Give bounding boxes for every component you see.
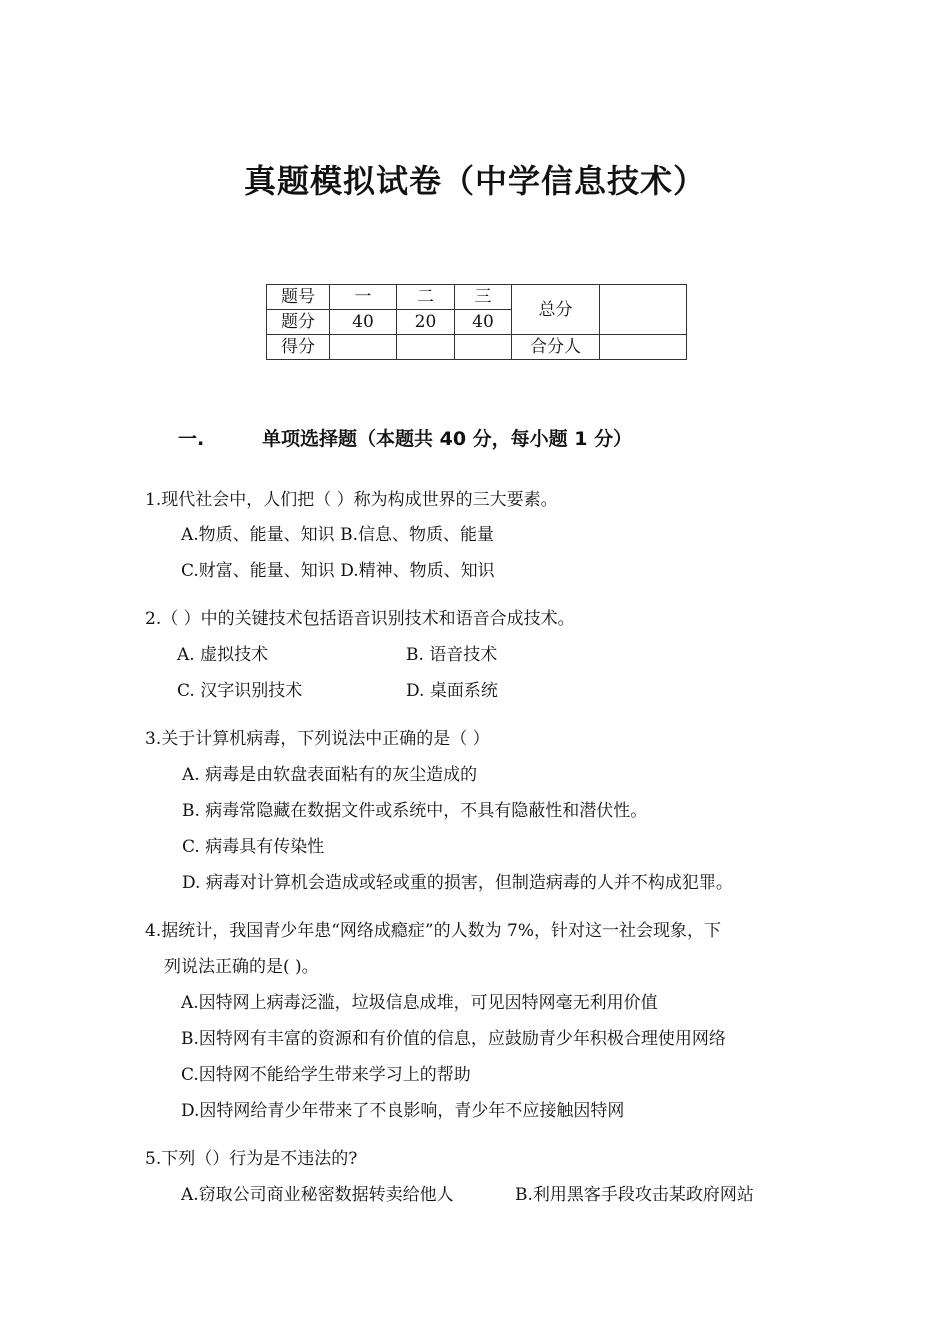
cell-part-2: 二 (397, 285, 455, 310)
section-title: 单项选择题（本题共 40 分，每小题 1 分） (262, 428, 633, 450)
cell-checker-value (600, 335, 687, 360)
score-table (266, 284, 687, 360)
question-4-stem-line-2: 列说法正确的是( )。 (164, 957, 319, 977)
question-1-stem: 1.现代社会中，人们把（ ）称为构成世界的三大要素。 (145, 490, 558, 510)
cell-total-value (600, 285, 687, 335)
question-3-option-a: A. 病毒是由软盘表面粘有的灰尘造成的 (182, 765, 478, 785)
cell-question-number-label: 题号 (267, 285, 330, 310)
question-1-options-row-1: A.物质、能量、知识 B.信息、物质、能量 (181, 525, 494, 545)
question-5-option-a: A.窃取公司商业秘密数据转卖给他人 (181, 1185, 454, 1205)
cell-points-1: 40 (330, 310, 397, 335)
question-5-option-b: B.利用黑客手段攻击某政府网站 (515, 1185, 754, 1205)
question-4-option-b: B.因特网有丰富的资源和有价值的信息，应鼓励青少年积极合理使用网络 (181, 1029, 726, 1049)
score-table-row-score (267, 335, 687, 360)
question-2-option-b: B. 语音技术 (406, 645, 498, 665)
cell-score-2 (397, 335, 455, 360)
cell-score-label: 得分 (267, 335, 330, 360)
section-heading (178, 424, 632, 451)
question-5-stem: 5.下列（）行为是不违法的? (145, 1149, 358, 1169)
cell-score-3 (455, 335, 512, 360)
page-title: 真题模拟试卷（中学信息技术） (243, 162, 706, 200)
question-2-option-c: C. 汉字识别技术 (177, 681, 303, 701)
cell-part-1: 一 (330, 285, 397, 310)
question-4-option-c: C.因特网不能给学生带来学习上的帮助 (181, 1065, 471, 1085)
question-1-options-row-2: C.财富、能量、知识 D.精神、物质、知识 (181, 561, 495, 581)
question-3-option-c: C. 病毒具有传染性 (182, 837, 325, 857)
cell-score-1 (330, 335, 397, 360)
cell-total-label: 总分 (512, 285, 600, 335)
cell-points-label: 题分 (267, 310, 330, 335)
question-3-option-d: D. 病毒对计算机会造成或轻或重的损害，但制造病毒的人并不构成犯罪。 (182, 873, 733, 893)
section-number: 一. (178, 428, 205, 450)
question-2-stem: 2.（ ）中的关键技术包括语音识别技术和语音合成技术。 (145, 609, 575, 629)
cell-checker-label: 合分人 (512, 335, 600, 360)
question-4-option-a: A.因特网上病毒泛滥，垃圾信息成堆，可见因特网毫无利用价值 (181, 993, 658, 1013)
score-table-row-number (267, 285, 687, 310)
question-3-stem: 3.关于计算机病毒，下列说法中正确的是（ ） (145, 729, 490, 749)
question-2-option-a: A. 虚拟技术 (177, 645, 269, 665)
cell-part-3: 三 (455, 285, 512, 310)
question-4-stem-line-1: 4.据统计，我国青少年患“网络成瘾症”的人数为 7%，针对这一社会现象，下 (145, 921, 721, 941)
question-4-option-d: D.因特网给青少年带来了不良影响，青少年不应接触因特网 (181, 1101, 625, 1121)
cell-points-2: 20 (397, 310, 455, 335)
question-2-option-d: D. 桌面系统 (406, 681, 498, 701)
question-3-option-b: B. 病毒常隐藏在数据文件或系统中，不具有隐蔽性和潜伏性。 (182, 801, 648, 821)
cell-points-3: 40 (455, 310, 512, 335)
